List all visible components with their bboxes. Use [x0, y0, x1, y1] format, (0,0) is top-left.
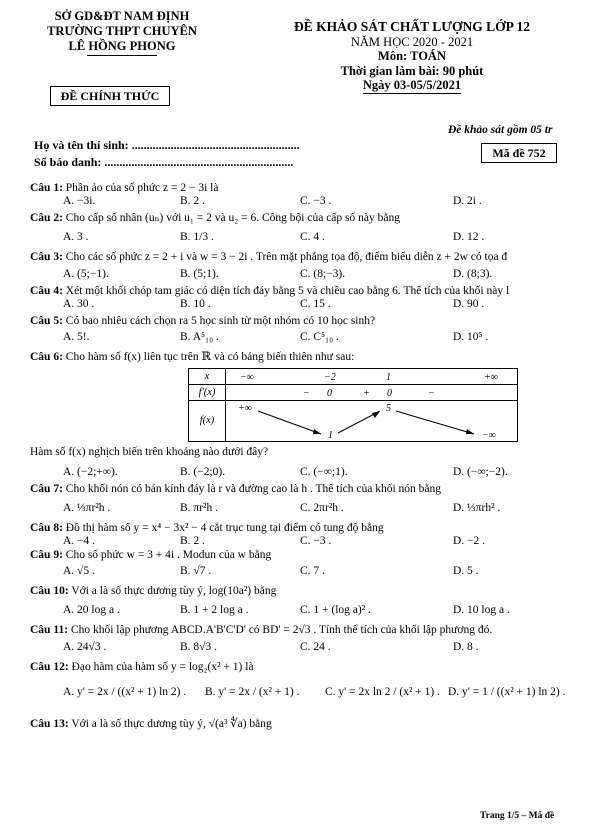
option: C. 4 . [300, 231, 325, 244]
option: A. 3 . [63, 231, 89, 244]
school-name-line2: LÊ HỒNG PHONG [68, 39, 176, 53]
question-9: Câu 9: Cho số phức w = 3 + 4i . Modun của w bằng [30, 548, 272, 561]
options-6 [30, 466, 590, 480]
option: B. A⁵₁₀ . [180, 331, 219, 344]
option: D. 5 . [453, 565, 479, 578]
vt-x-value: −∞ [240, 372, 254, 384]
school-name-line1: TRƯỜNG THPT CHUYÊN [47, 24, 197, 38]
option: A. ⅓πr²h . [63, 501, 111, 514]
options-5 [30, 331, 590, 345]
exam-title: ĐỀ KHẢO SÁT CHẤT LƯỢNG LỚP 12 [293, 19, 531, 34]
exam-code-box: Mã đề 752 [481, 143, 557, 163]
vt-x-values [228, 369, 515, 384]
vt-f-values [228, 401, 515, 441]
school-year: NĂM HỌC 2020 - 2021 [350, 34, 474, 49]
option: C. (−∞;1). [300, 465, 348, 478]
options-2 [30, 231, 590, 245]
header-right [278, 20, 546, 94]
options-8 [30, 535, 590, 549]
option: C. 24 . [300, 640, 331, 653]
student-info [34, 137, 300, 171]
vt-sign: 0 [387, 388, 392, 400]
option: D. (8;3). [453, 267, 493, 280]
vt-fprime-signs [228, 385, 515, 400]
question-2: Câu 2: Cho cấp số nhân (uₙ) với u₁ = 2 và u₂ = 6. Công bội của cấp số này bằng [30, 212, 400, 225]
exam-date: Ngày 03-05/5/2021 [362, 78, 462, 92]
option: B. 1 + 2 log a . [180, 604, 249, 617]
vt-sign: + [363, 388, 370, 400]
option: D. −2 . [453, 534, 486, 547]
question-6: Câu 6: Cho hàm số f(x) liên tục trên ℝ và có bảng biến thiên như sau: [30, 351, 355, 364]
option: B. 1/3 . [180, 231, 214, 244]
question-8: Câu 8: Đồ thị hàm số y = x⁴ − 3x² − 4 cắt trục tung tại điểm có tung độ bằng [30, 521, 384, 534]
option: A. (5;−1). [63, 267, 109, 280]
vt-f-row [226, 401, 518, 442]
option: B. (5;1). [180, 267, 219, 280]
student-id-line: Số báo danh: ............................................................... [34, 155, 294, 169]
question-12: Câu 12: Đạo hàm của hàm số y = log₂(x² + 1) là [30, 660, 254, 673]
duration: Thời gian làm bài: 90 phút [340, 63, 484, 78]
question-1: Câu 1: Phần ảo của số phức z = 2 − 3i là [30, 182, 219, 194]
option: C. 7 . [300, 565, 325, 578]
option: B. √7 . [180, 565, 212, 578]
vt-sign: 0 [327, 388, 332, 400]
header-divider [87, 55, 157, 56]
vt-f-value: 5 [386, 403, 391, 415]
subject: Môn: TOÁN [378, 49, 446, 63]
question-4: Câu 4: Xét một khối chóp tam giác có diện tích đáy bằng 5 và chiều cao bằng 6. Thể tích của khối này l [30, 284, 510, 297]
option: D. 12 . [453, 231, 485, 244]
vt-x-value: 1 [386, 372, 391, 384]
option: A. −3i. [63, 195, 96, 208]
vt-f-value: 1 [328, 430, 333, 442]
question-10: Câu 10: Với a là số thực dương tùy ý, log(10a²) bằng [30, 585, 277, 598]
option: C. C⁵₁₀ . [300, 331, 339, 344]
option: D. ⅓πrh² . [453, 501, 501, 514]
question-list [30, 182, 590, 731]
option: C. −3 . [300, 534, 332, 547]
vt-f-value: +∞ [238, 403, 252, 415]
student-name-line: Họ và tên thí sinh: ........................................................ [34, 138, 300, 152]
option: D. 8 . [453, 640, 479, 653]
vt-sign: − [428, 388, 435, 400]
option: B. 2 . [180, 195, 205, 208]
question-5: Câu 5: Có bao nhiêu cách chọn ra 5 học sinh từ một nhóm có 10 học sinh? [30, 314, 376, 327]
option: D. 10 log a . [453, 604, 510, 617]
option: A. √5 . [63, 565, 95, 578]
options-3 [30, 268, 590, 282]
option: C. y' = 2x ln 2 / (x² + 1) . [325, 685, 440, 698]
option: C. (8;−3). [300, 267, 346, 280]
options-7 [30, 502, 590, 516]
option: C. 2πr²h . [300, 501, 344, 514]
arrow-head [372, 411, 380, 418]
arrow-head [313, 429, 321, 434]
option: A. 30 . [63, 297, 95, 310]
question-3: Câu 3: Cho các số phức z = 2 + i và w = 3 − 2i . Trên mặt phẳng tọa độ, điểm biểu diễn z + 2w có tọa đ [30, 251, 508, 264]
options-12 [30, 686, 590, 702]
decreasing-arrow [258, 411, 321, 434]
option: B. 10 . [180, 297, 211, 310]
question-11: Câu 11: Cho khối lập phương ABCD.A'B'C'D' có BD' = 2√3 . Tính thể tích của khối lập phương đó. [30, 624, 493, 637]
vt-x-value: +∞ [484, 372, 498, 384]
decreasing-arrow [396, 411, 474, 434]
vt-x-value: −2 [324, 372, 336, 384]
options-10 [30, 604, 590, 618]
options-1 [30, 195, 590, 209]
vt-f-label: f(x) [189, 401, 226, 442]
question-6-prompt: Hàm số f(x) nghịch biến trên khoảng nào dưới đây? [30, 446, 269, 459]
option: A. 5!. [63, 331, 90, 344]
page-footer: Trang 1/5 – Mã đề [480, 811, 555, 821]
option: A. y' = 2x / ((x² + 1) ln 2) . [63, 685, 187, 698]
option: A. −4 . [63, 534, 96, 547]
options-11 [30, 641, 590, 655]
option: A. 20 log a . [63, 604, 120, 617]
option: B. (−2;0). [180, 465, 226, 478]
option: B. 8√3 . [180, 640, 217, 653]
vt-x-label: x [189, 369, 226, 385]
option: C. 15 . [300, 297, 331, 310]
vt-fprime-label: f'(x) [189, 385, 226, 401]
options-4 [30, 298, 590, 312]
arrow-head [466, 429, 474, 434]
option: B. πr²h . [180, 501, 219, 514]
options-9 [30, 565, 590, 579]
vt-f-value: −∞ [482, 430, 496, 442]
option: B. 2 . [180, 534, 205, 547]
question-7: Câu 7: Cho khối nón có bán kính đáy là r và đường cao là h . Thể tích của khối nón bằng [30, 482, 442, 495]
vt-x-row [226, 369, 518, 385]
option: B. y' = 2x / (x² + 1) . [205, 685, 300, 698]
vt-fprime-row [226, 385, 518, 401]
option: A. 24√3 . [63, 640, 107, 653]
option: D. (−∞;−2). [453, 465, 508, 478]
header-left [22, 9, 222, 56]
vt-sign: − [303, 388, 310, 400]
pages-note: Đề khảo sát gồm 05 tr [448, 124, 553, 136]
official-stamp: ĐỀ CHÍNH THỨC [50, 86, 170, 106]
option: C. 1 + (log a)² . [300, 604, 371, 617]
question-13: Câu 13: Với a là số thực dương tùy ý, √(a³ ∜a) bằng [30, 717, 272, 730]
option: D. 10⁵ . [453, 331, 489, 344]
option: A. (−2;+∞). [63, 465, 118, 478]
option: C. −3 . [300, 195, 332, 208]
department-name: SỞ GD&ĐT NAM ĐỊNH [54, 9, 190, 23]
variation-table [188, 368, 518, 442]
option: D. y' = 1 / ((x² + 1) ln 2) . [448, 685, 566, 698]
option: D. 90 . [453, 297, 485, 310]
option: D. 2i . [453, 195, 482, 208]
